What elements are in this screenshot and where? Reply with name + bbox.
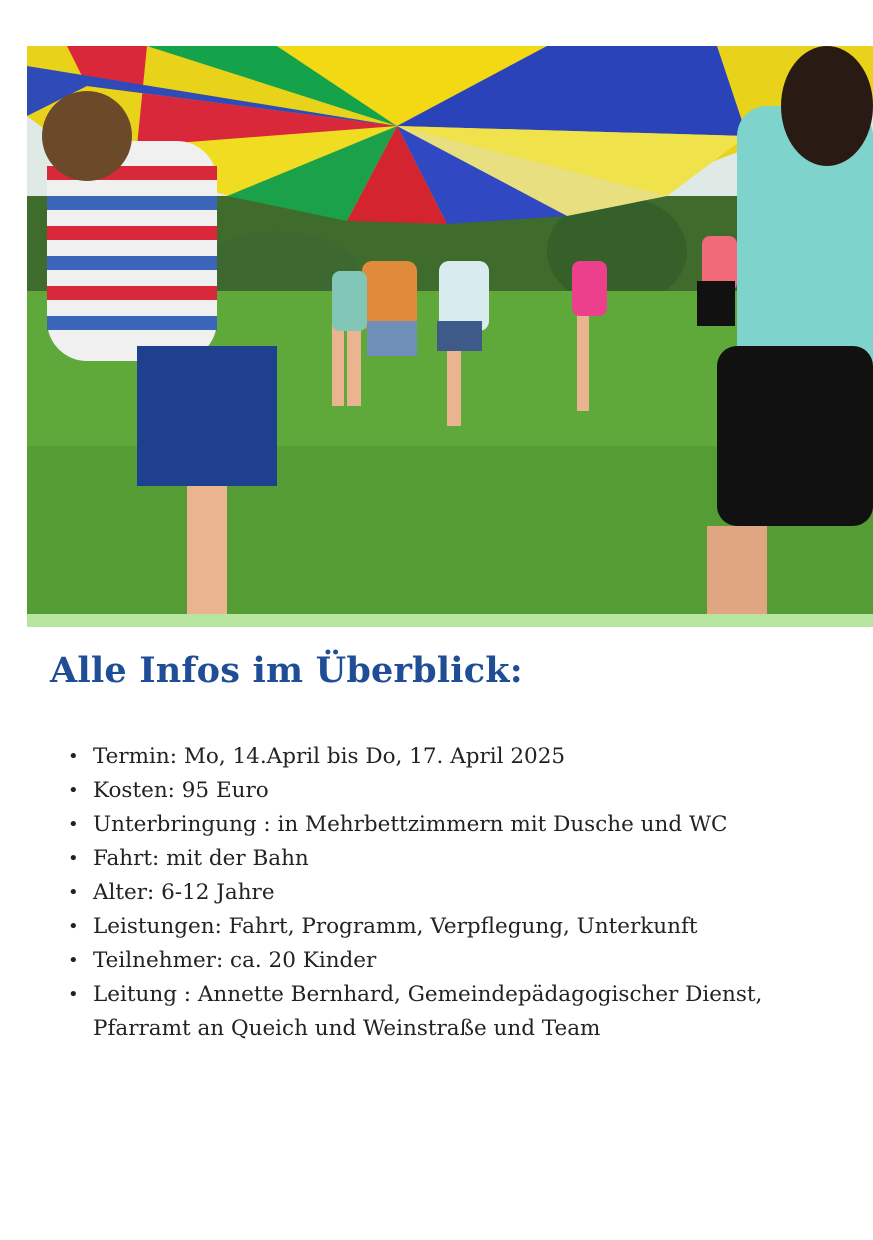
list-item	[62, 842, 822, 876]
list-item	[62, 774, 822, 808]
section-heading: Alle Infos im Überblick:	[50, 650, 523, 691]
bullet-icon: •	[68, 916, 79, 937]
list-item	[62, 740, 822, 774]
info-text: Fahrt: mit der Bahn	[93, 846, 309, 871]
children-parachute-illustration	[27, 46, 873, 614]
list-item	[62, 910, 822, 944]
hero-photo	[27, 46, 873, 614]
bullet-icon: •	[68, 746, 79, 767]
accent-divider	[27, 614, 873, 627]
info-text: Alter: 6-12 Jahre	[93, 880, 275, 905]
info-list	[62, 740, 822, 1046]
list-item	[62, 876, 822, 910]
info-text: Termin: Mo, 14.April bis Do, 17. April 2025	[93, 744, 566, 769]
list-item	[62, 808, 822, 842]
info-text: Unterbringung : in Mehrbettzimmern mit Dusche und WC	[93, 812, 728, 837]
list-item	[62, 978, 822, 1046]
info-text: Teilnehmer: ca. 20 Kinder	[93, 948, 377, 973]
list-item	[62, 944, 822, 978]
info-text: Leistungen: Fahrt, Programm, Verpflegung, Unterkunft	[93, 914, 698, 939]
bullet-icon: •	[68, 882, 79, 903]
bullet-icon: •	[68, 984, 79, 1005]
bullet-icon: •	[68, 950, 79, 971]
info-text: Kosten: 95 Euro	[93, 778, 269, 803]
info-text: Leitung : Annette Bernhard, Gemeindepädagogischer Dienst, Pfarramt an Queich und Weinstraße und Team	[93, 982, 763, 1041]
bullet-icon: •	[68, 814, 79, 835]
bullet-icon: •	[68, 780, 79, 801]
bullet-icon: •	[68, 848, 79, 869]
